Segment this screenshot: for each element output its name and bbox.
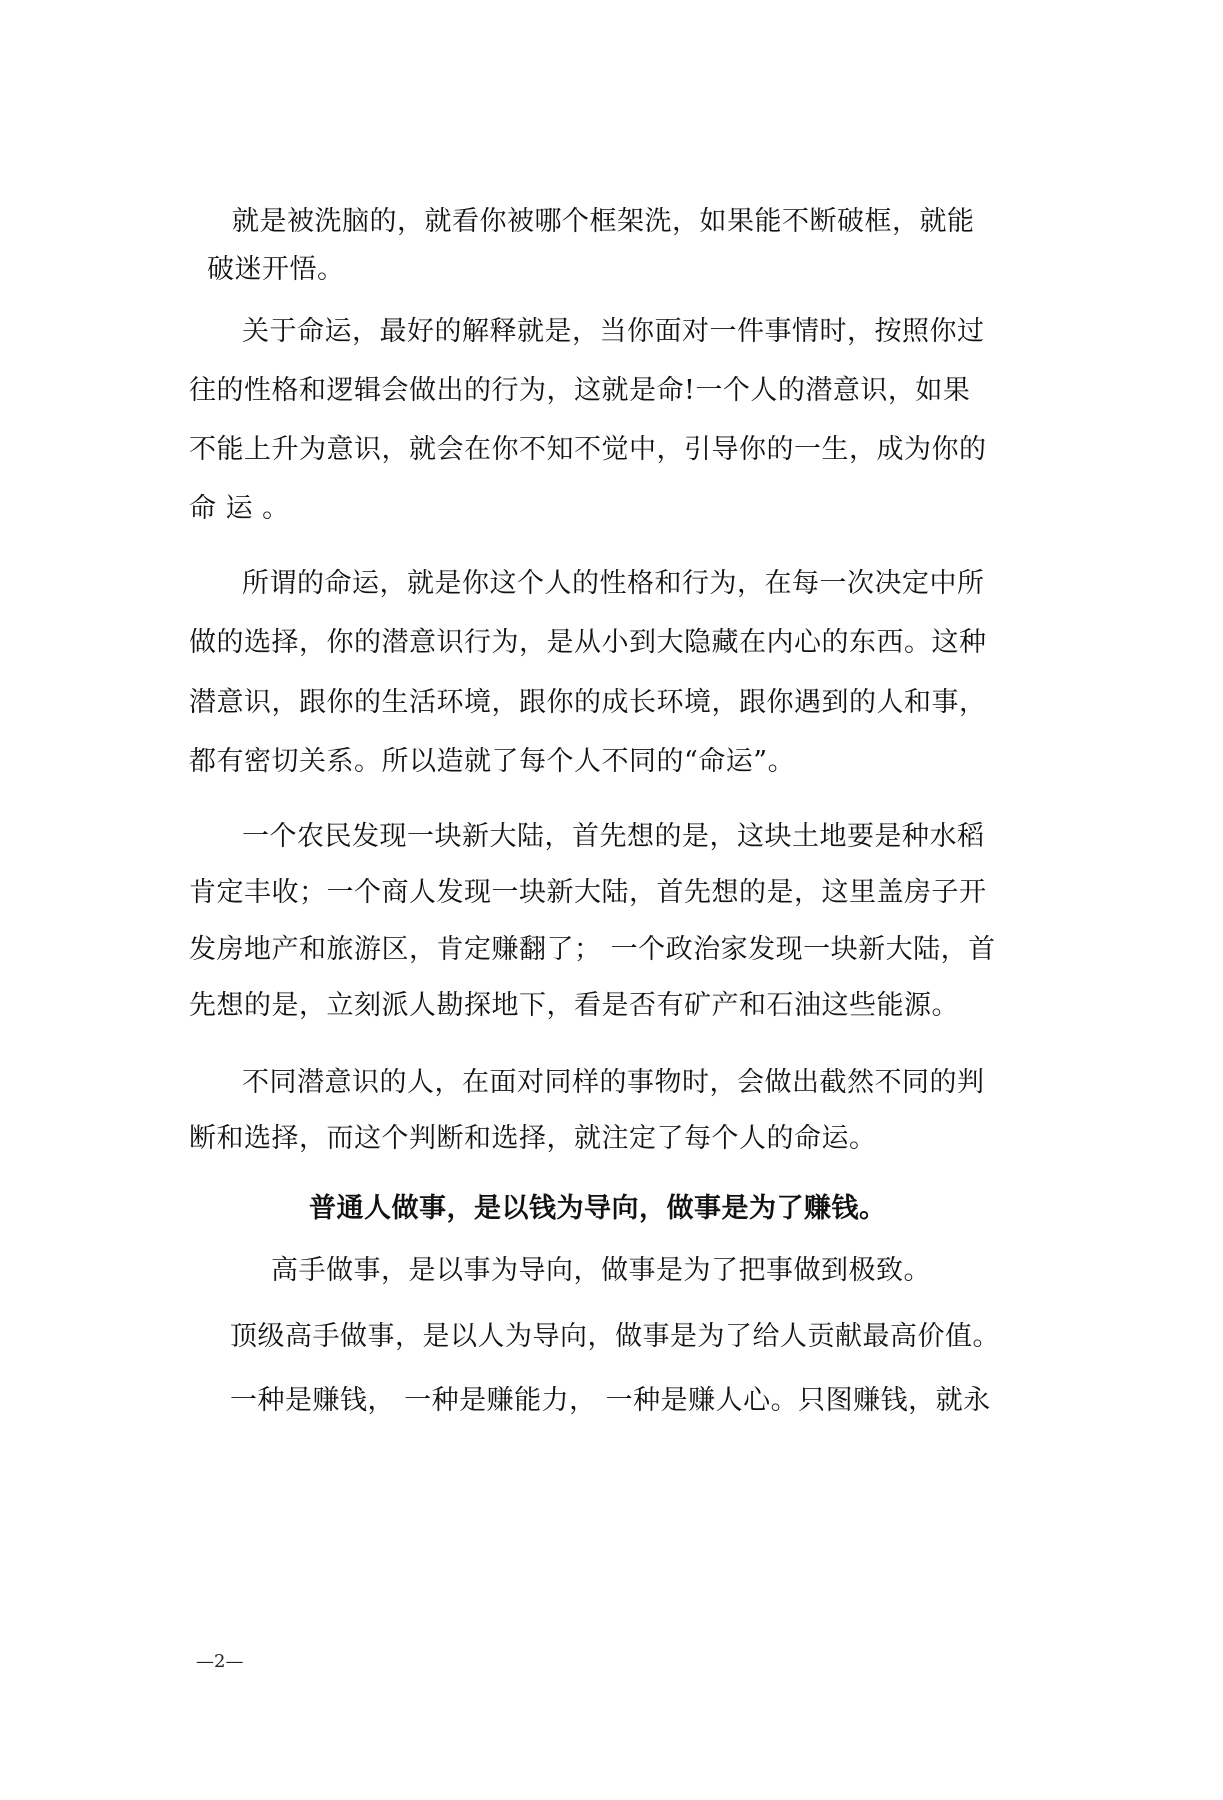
paragraph-3-line-2: 做的选择，你的潜意识行为，是从小到大隐藏在内心的东西。这种	[189, 627, 987, 658]
paragraph-5-line-1: 不同潜意识的人，在面对同样的事物时，会做出截然不同的判	[242, 1067, 985, 1098]
paragraph-2-line-1: 关于命运，最好的解释就是，当你面对一件事情时，按照你过	[242, 316, 985, 347]
paragraph-3-line-3: 潜意识，跟你的生活环境，跟你的成长环境，跟你遇到的人和事，	[189, 687, 987, 718]
paragraph-2-line-3: 不能上升为意识，就会在你不知不觉中，引导你的一生，成为你的	[189, 434, 987, 465]
statement-experts: 高手做事，是以事为导向，做事是为了把事做到极致。	[271, 1255, 931, 1286]
paragraph-1-line-1: 就是被洗脑的，就看你被哪个框架洗，如果能不断破框，就能	[232, 206, 975, 237]
paragraph-5-line-2: 断和选择，而这个判断和选择，就注定了每个人的命运。	[189, 1123, 877, 1154]
statement-ordinary-people: 普通人做事，是以钱为导向，做事是为了赚钱。	[309, 1193, 887, 1224]
statement-top-experts: 顶级高手做事，是以人为导向，做事是为了给人贡献最高价值。	[230, 1321, 1000, 1352]
paragraph-1-line-2: 破迷开悟。	[207, 254, 345, 285]
page-number: —2—	[196, 1651, 244, 1672]
paragraph-2-line-2: 往的性格和逻辑会做出的行为，这就是命!一个人的潜意识，如果	[189, 375, 971, 406]
paragraph-2-line-4: 命 运 。	[189, 493, 290, 524]
paragraph-4-line-1: 一个农民发现一块新大陆，首先想的是，这块土地要是种水稻	[242, 821, 985, 852]
statement-three-kinds: 一种是赚钱， 一种是赚能力， 一种是赚人心。只图赚钱，就永	[230, 1385, 991, 1416]
paragraph-4-line-4: 先想的是，立刻派人勘探地下，看是否有矿产和石油这些能源。	[189, 990, 959, 1021]
paragraph-4-line-2: 肯定丰收；一个商人发现一块新大陆，首先想的是，这里盖房子开	[189, 877, 987, 908]
paragraph-4-line-3: 发房地产和旅游区，肯定赚翻了； 一个政治家发现一块新大陆，首	[189, 934, 996, 965]
paragraph-3-line-4: 都有密切关系。所以造就了每个人不同的“命运”。	[189, 746, 796, 777]
paragraph-3-line-1: 所谓的命运，就是你这个人的性格和行为，在每一次决定中所	[242, 568, 985, 599]
